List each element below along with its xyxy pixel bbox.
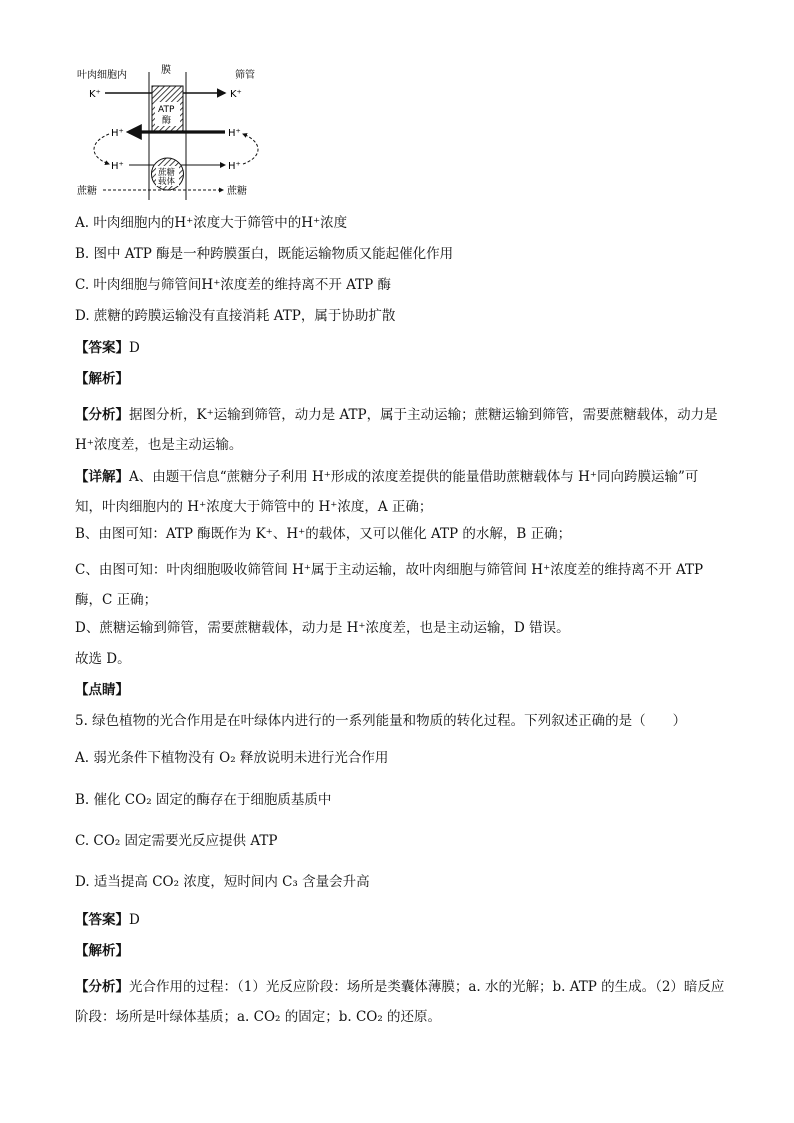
q5-option-d: D. 适当提高 CO₂ 浓度，短时间内 C₃ 含量会升高	[75, 874, 370, 890]
q5-option-a: A. 弱光条件下植物没有 O₂ 释放说明未进行光合作用	[75, 750, 389, 766]
q5-fenxi	[75, 972, 725, 1032]
carrier-label-2: 载体	[158, 177, 176, 187]
answer-tag: 【答案】	[75, 912, 129, 928]
q4-xiangjie-a	[75, 462, 725, 522]
q4-xiangjie-b: B、由图可知：ATP 酶既作为 K⁺、H⁺的载体，又可以催化 ATP 的水解，B 正确；	[75, 526, 572, 542]
membrane-transport-diagram	[75, 62, 265, 202]
fenxi-tag: 【分析】	[75, 979, 129, 995]
answer-value: D	[129, 912, 140, 928]
atp-enzyme-label-1: ATP	[158, 105, 175, 115]
q5-stem: 5. 绿色植物的光合作用是在叶绿体内进行的一系列能量和物质的转化过程。下列叙述正确的是（ ）	[75, 713, 687, 729]
left-cycle-arrow	[94, 134, 109, 164]
dianjing-tag: 【点睛】	[75, 682, 129, 698]
right-region-label: 筛管	[235, 70, 255, 81]
xiangjie-tag: 【详解】	[75, 469, 129, 485]
fenxi-text: 据图分析，K⁺运输到筛管，动力是 ATP，属于主动运输；蔗糖运输到筛管，需要蔗糖载体，动力是 H⁺浓度差，也是主动运输。	[75, 407, 718, 453]
q4-option-c: C. 叶肉细胞与筛管间H⁺浓度差的维持离不开 ATP 酶	[75, 277, 392, 293]
q4-option-b: B. 图中 ATP 酶是一种跨膜蛋白，既能运输物质又能起催化作用	[75, 246, 454, 262]
q4-xiangjie-d: D、蔗糖运输到筛管，需要蔗糖载体，动力是 H⁺浓度差，也是主动运输，D 错误。	[75, 620, 570, 636]
xiangjie-a-text: A、由题干信息“蔗糖分子利用 H⁺形成的浓度差提供的能量借助蔗糖载体与 H⁺同向跨膜运输”可知，叶肉细胞内的 H⁺浓度大于筛管中的 H⁺浓度，A 正确；	[75, 469, 699, 515]
right-cycle-arrow	[243, 134, 258, 164]
h-left-bottom-label: H⁺	[111, 161, 124, 172]
q5-analysis-heading: 【解析】	[75, 943, 129, 959]
analysis-title: 解析	[88, 943, 116, 959]
q4-conclusion: 故选 D。	[75, 651, 131, 667]
membrane-label: 膜	[161, 65, 171, 76]
answer-tag: 【答案】	[75, 340, 129, 356]
fenxi-tag: 【分析】	[75, 407, 129, 423]
q4-xiangjie-c: C、由图可知：叶肉细胞吸收筛管间 H⁺属于主动运输，故叶肉细胞与筛管间 H⁺浓度差的维持离不开 ATP 酶，C 正确；	[75, 562, 704, 608]
h-right-top-label: H⁺	[228, 128, 241, 139]
q4-fenxi	[75, 400, 725, 460]
h-left-top-label: H⁺	[111, 128, 124, 139]
q5-option-b: B. 催化 CO₂ 固定的酶存在于细胞质基质中	[75, 792, 332, 808]
q4-analysis-heading: 【解析】	[75, 371, 129, 387]
left-region-label: 叶肉细胞内	[77, 70, 127, 81]
atp-enzyme-label-2: 酶	[162, 116, 172, 126]
q4-dianjing	[75, 680, 129, 700]
analysis-title: 解析	[88, 371, 116, 387]
fenxi-text: 光合作用的过程：（1）光反应阶段：场所是类囊体薄膜；a. 水的光解；b. ATP 的生成。（2）暗反应阶段：场所是叶绿体基质；a. CO₂ 的固定；b. CO₂ 的还原。	[75, 979, 725, 1025]
k-left-label: K⁺	[89, 89, 101, 100]
q5-answer	[75, 910, 140, 930]
diagram-svg	[75, 62, 265, 202]
q5-option-c: C. CO₂ 固定需要光反应提供 ATP	[75, 833, 278, 849]
q4-option-d: D. 蔗糖的跨膜运输没有直接消耗 ATP，属于协助扩散	[75, 308, 396, 324]
q4-answer	[75, 338, 140, 358]
sucrose-right-label: 蔗糖	[227, 186, 247, 197]
sucrose-left-label: 蔗糖	[77, 186, 97, 197]
q4-option-a: A. 叶肉细胞内的H⁺浓度大于筛管中的H⁺浓度	[75, 215, 348, 231]
answer-value: D	[129, 340, 140, 356]
k-right-label: K⁺	[230, 89, 242, 100]
h-right-bottom-label: H⁺	[228, 161, 241, 172]
carrier-label-1: 蔗糖	[158, 168, 176, 178]
